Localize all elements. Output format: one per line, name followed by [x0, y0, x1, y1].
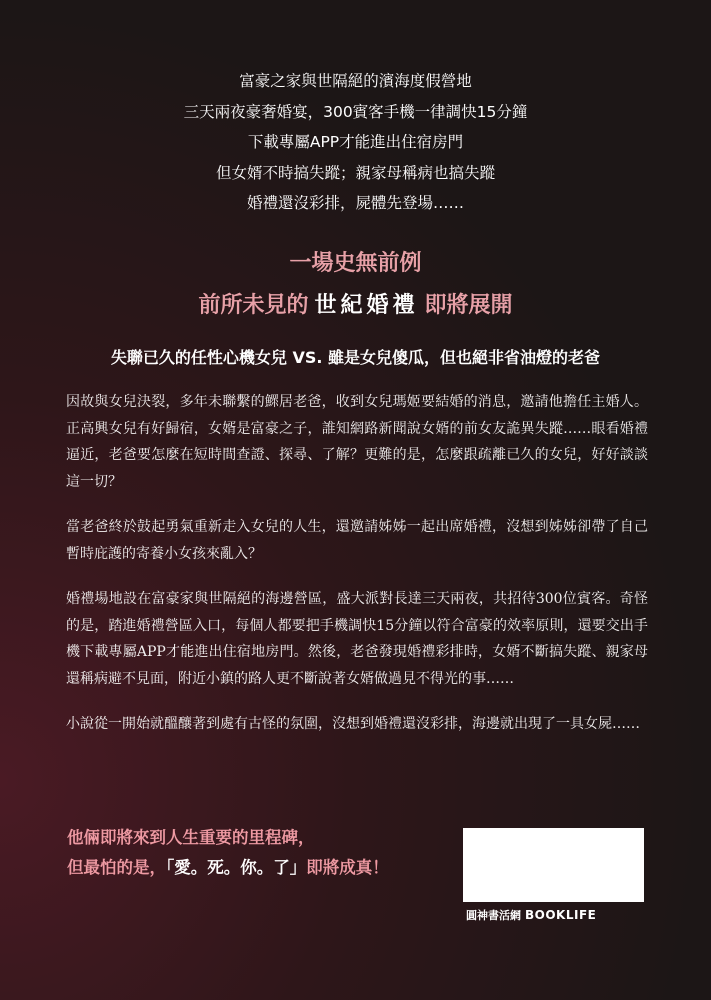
tagline-block: [0, 66, 711, 219]
synopsis-paragraph: 婚禮場地設在富豪家與世隔絕的海邊營區，盛大派對長達三天兩夜，共招待300位賓客。奇怪的是，踏進婚禮營區入口，每個人都要把手機調快15分鐘以符合富豪的效率原則，還要交出手機下載專屬APP才能進出住宿地房門。然後，老爸發現婚禮彩排時，女婿不斷搞失蹤、親家母還稱病避不見面，附近小鎮的路人更不斷說著女婿做過見不得光的事……: [66, 591, 648, 687]
closing-line-1: 他倆即將來到人生重要的里程碑，: [67, 828, 315, 847]
tagline-line: 婚禮還沒彩排，屍體先登場……: [246, 194, 464, 212]
headline-emphasis: 世紀婚禮: [314, 292, 419, 318]
headline-line-2: [0, 288, 711, 319]
tagline-line: 三天兩夜豪奢婚宴，300賓客手機一律調快15分鐘: [183, 102, 528, 121]
closing-suffix: 即將成真！: [306, 858, 389, 877]
tagline-line: 下載專屬APP才能進出住宿房門: [247, 133, 464, 151]
headline-line-1: 一場史無前例: [289, 250, 422, 276]
closing-emphasis: 「愛。死。你。了」: [166, 858, 307, 877]
synopsis-body: [66, 389, 648, 757]
publisher-name: 圓神書活網: [466, 909, 521, 922]
subtitle: 失聯已久的任性心機女兒 VS. 雖是女兒傻瓜，但也絕非省油燈的老爸: [110, 348, 601, 367]
barcode-area: [463, 828, 644, 902]
headline-prefix: 前所未見的: [198, 292, 309, 318]
closing-prefix: 但最怕的是，: [67, 858, 166, 877]
synopsis-paragraph: 因故與女兒決裂，多年未聯繫的鰥居老爸，收到女兒瑪姬要結婚的消息，邀請他擔任主婚人。正高興女兒有好歸宿，女婿是富豪之子，誰知網路新聞說女婿的前女友詭異失蹤……眼看婚禮逼近，老爸要怎麼在短時間查證、探尋、了解？更難的是，怎麼跟疏離已久的女兒，好好談談這一切？: [66, 394, 648, 490]
synopsis-paragraph: 小說從一開始就醞釀著到處有古怪的氛圍，沒想到婚禮還沒彩排，海邊就出現了一具女屍……: [66, 716, 640, 732]
headline-suffix: 即將展開: [424, 292, 513, 318]
tagline-line: 但女婿不時搞失蹤；親家母稱病也搞失蹤: [215, 163, 495, 182]
tagline-line: 富豪之家與世隔絕的濱海度假營地: [239, 72, 472, 90]
booklife-logo: BOOKLIFE: [525, 908, 597, 922]
closing-line-2: [67, 853, 389, 883]
publisher-logo: [466, 907, 596, 923]
synopsis-paragraph: 當老爸終於鼓起勇氣重新走入女兒的人生，還邀請姊姊一起出席婚禮，沒想到姊姊卻帶了自己暫時庇護的寄養小女孩來亂入？: [66, 519, 648, 562]
closing-tagline: [67, 823, 389, 883]
